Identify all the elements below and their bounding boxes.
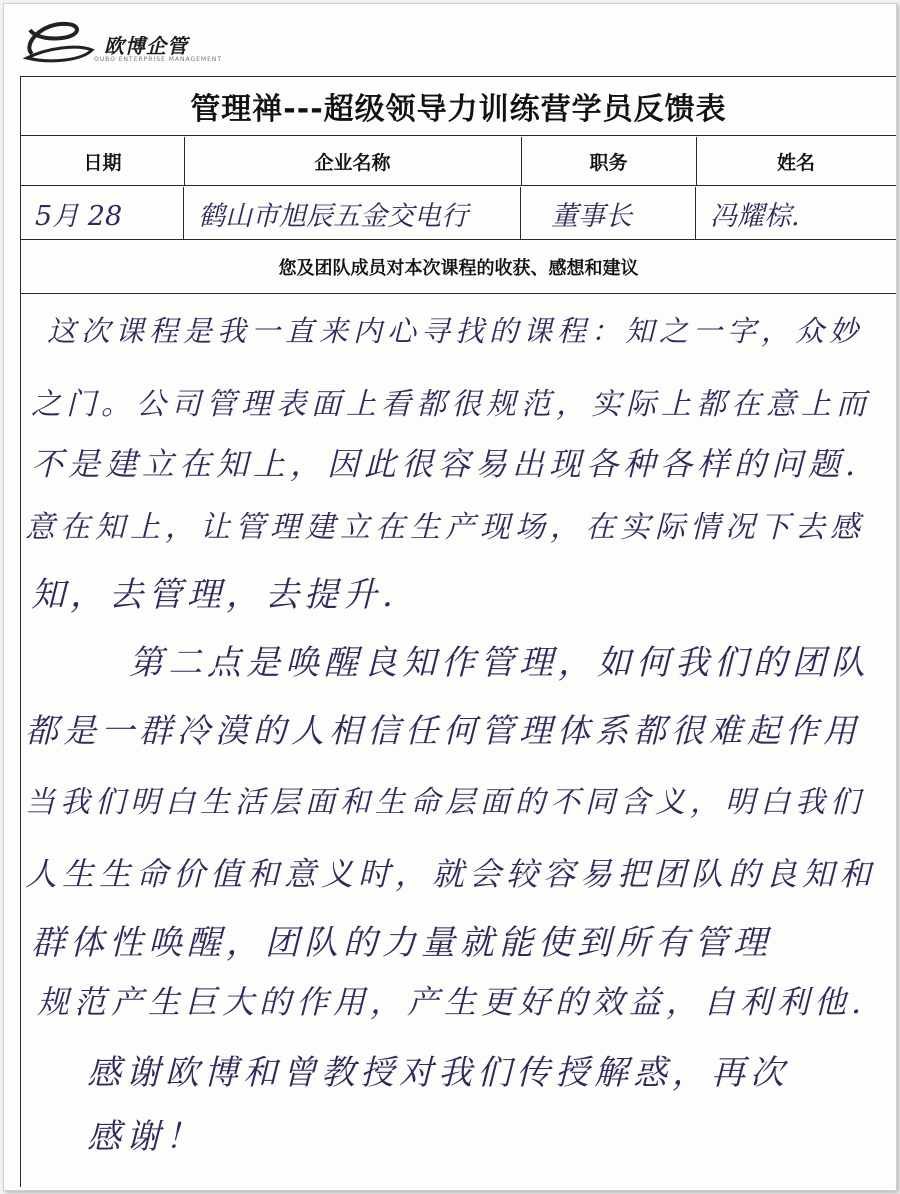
feedback-line: 感谢！ [87, 1117, 204, 1157]
logo-swoosh-icon [22, 14, 102, 64]
feedback-line: 意在知上，让管理建立在生产现场，在实际情况下去感 [25, 510, 865, 545]
feedback-line: 感谢欧博和曾教授对我们传授解惑，再次 [87, 1053, 789, 1093]
company-value: 鹤山市旭辰五金交电行 [184, 187, 521, 239]
feedback-form [20, 76, 896, 1187]
feedback-line: 知，去管理，去提升. [31, 575, 398, 615]
feedback-sheet [3, 3, 897, 1191]
value-row [21, 187, 896, 240]
feedback-line: 这次课程是我一直来内心寻找的课程：知之一字，众妙 [47, 314, 864, 348]
header-name: 姓名 [776, 151, 815, 174]
company-logo [22, 14, 223, 66]
feedback-line: 之门。公司管理表面上看都很规范，实际上都在意上而 [31, 387, 871, 422]
feedback-line: 当我们明白生活层面和生命层面的不同含义，明白我们 [25, 785, 865, 820]
form-title: 管理禅---超级领导力训练营学员反馈表 [21, 77, 896, 136]
header-position: 职务 [521, 137, 697, 185]
date-value: 5月 28 [21, 187, 184, 239]
logo-text: 欧博企管 [104, 34, 188, 58]
feedback-line: 不是建立在知上，因此很容易出现各种各样的问题. [31, 445, 861, 483]
feedback-heading: 您及团队成员对本次课程的收获、感想和建议 [21, 241, 896, 294]
logo-subtext: OUBO ENTERPRISE MANAGEMENT [94, 56, 223, 63]
header-row [21, 137, 896, 186]
name-value: 冯耀棕. [710, 200, 800, 232]
feedback-line: 规范产生巨大的作用，产生更好的效益，自利利他. [37, 983, 867, 1021]
feedback-line: 第二点是唤醒良知作管理，如何我们的团队 [129, 643, 870, 683]
feedback-line: 群体性唤醒，团队的力量就能使到所有管理 [31, 923, 772, 963]
header-company: 企业名称 [184, 137, 522, 185]
feedback-line: 都是一群冷漠的人相信任何管理体系都很难起作用 [25, 711, 861, 750]
position-value: 董事长 [521, 187, 696, 239]
header-date: 日期 [21, 137, 185, 185]
feedback-line: 人生生命价值和意义时，就会较容易把团队的良知和 [25, 855, 877, 893]
